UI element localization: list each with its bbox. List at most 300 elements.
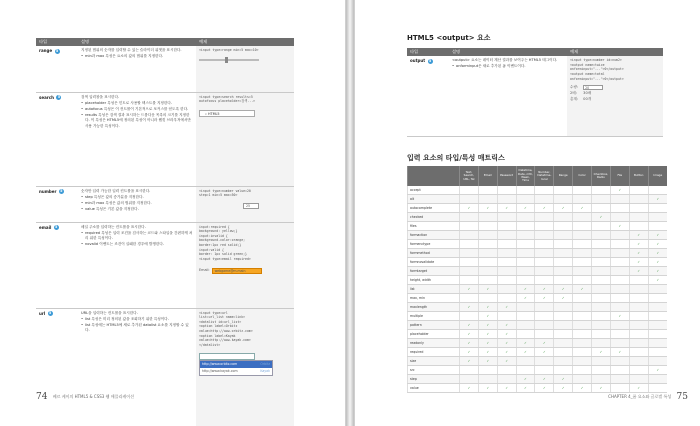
matrix-cell [516,186,535,195]
matrix-cell [573,303,592,312]
table-row [36,308,294,426]
matrix-cell [592,258,611,267]
matrix-column-header: Number, Datetime-local [535,166,554,186]
example-cell: <input type=number id=num2> <output name=twice onforminput="...">0</output> <output name=total onforminput="...">0</output> 수량: 20 2배: 30배 총계: 00개 [567,56,663,136]
matrix-cell [516,195,535,204]
matrix-cell [460,267,479,276]
matrix-row [408,258,668,267]
matrix-column-header: Checkbox, Radio [592,166,611,186]
matrix-cell [497,285,516,294]
matrix-cell [648,330,667,339]
matrix-cell [629,330,648,339]
book-title: 베르 케이의 HTML5 & CSS3 웹 애플리케이션 [52,394,134,399]
check-icon: ✓ [516,339,535,348]
matrix-cell [554,339,573,348]
desc-cell: 메일 주소를 입력하는 컨트롤을 표시한다. • required 특성은 입력 조건을 검사하는 코드와 스타일을 간편하게 처리 위한 특성이다. • novalid 이벤트는 조건이 실패한 경우에 발생한다. [78,222,196,308]
check-icon: ✓ [478,312,497,321]
matrix-cell [610,285,629,294]
matrix-attr-name: formmethod [408,249,460,258]
matrix-cell [516,276,535,285]
matrix-cell [610,339,629,348]
check-icon: ✓ [648,195,667,204]
matrix-attr-name: checked [408,213,460,222]
matrix-attr-name: autocomplete [408,204,460,213]
matrix-cell [648,339,667,348]
input-types-table [36,38,294,426]
matrix-cell [478,222,497,231]
matrix-cell [592,276,611,285]
slider-thumb[interactable] [225,57,228,63]
new-badge-icon: 5 [55,48,59,53]
check-icon: ✓ [648,240,667,249]
matrix-cell [554,276,573,285]
new-badge-icon: 5 [428,58,432,63]
matrix-cell [592,186,611,195]
check-icon: ✓ [497,348,516,357]
url-field[interactable] [199,353,255,360]
header-example: 예제 [196,38,294,46]
matrix-cell [535,195,554,204]
desc-cell: <output> 요소는 데이터 계산 결과를 보여주는 HTML5 태그이다. • onforminput은 새로 추가된 폼 이벤트이다. [449,56,567,136]
matrix-cell [610,303,629,312]
matrix-cell [460,276,479,285]
matrix-row [408,303,668,312]
matrix-cell [573,348,592,357]
matrix-cell [460,312,479,321]
check-icon: ✓ [535,339,554,348]
matrix-cell [592,249,611,258]
check-icon: ✓ [610,222,629,231]
matrix-cell [573,213,592,222]
right-page [354,0,700,426]
matrix-cell [648,321,667,330]
matrix-cell [535,321,554,330]
matrix-cell [554,249,573,258]
matrix-cell [554,267,573,276]
matrix-cell [610,258,629,267]
attr-cell: url 5 [36,308,78,426]
check-icon: ✓ [535,348,554,357]
check-icon: ✓ [648,258,667,267]
matrix-cell [460,375,479,384]
matrix-cell [516,357,535,366]
matrix-column-header: Button [629,166,648,186]
matrix-cell [592,267,611,276]
header-type: 타입 [407,48,449,56]
matrix-cell [610,357,629,366]
matrix-header [408,166,668,186]
check-icon: ✓ [554,204,573,213]
matrix-row [408,348,668,357]
matrix-cell [478,294,497,303]
check-icon: ✓ [629,240,648,249]
matrix-cell [592,330,611,339]
matrix-attr-name: src [408,366,460,375]
matrix-cell [592,285,611,294]
matrix-cell [478,213,497,222]
output-demo: 수량: 20 2배: 30배 총계: 00개 [570,84,660,102]
matrix-row [408,321,668,330]
matrix-cell [592,366,611,375]
matrix-cell [460,231,479,240]
matrix-row [408,195,668,204]
matrix-cell [497,267,516,276]
left-page [0,0,346,426]
check-icon: ✓ [629,258,648,267]
matrix-cell [648,213,667,222]
new-badge-icon: 5 [48,311,52,315]
matrix-cell [629,348,648,357]
matrix-column-header: Password [497,166,516,186]
matrix-attr-name: height, width [408,276,460,285]
matrix-attr-name: pattern [408,321,460,330]
matrix-cell [478,249,497,258]
matrix-cell [497,375,516,384]
matrix-cell [478,267,497,276]
matrix-row [408,294,668,303]
matrix-cell [554,240,573,249]
matrix-cell [535,213,554,222]
matrix-cell [592,294,611,303]
matrix-attr-name: placeholder [408,330,460,339]
matrix-cell [592,303,611,312]
matrix-cell [592,357,611,366]
matrix-attr-name: accept [408,186,460,195]
matrix-cell [516,240,535,249]
check-icon: ✓ [497,330,516,339]
matrix-attr-name: maxlength [408,303,460,312]
email-label: Email: [199,268,210,273]
matrix-cell [573,330,592,339]
table-header [407,48,663,56]
matrix-cell [516,330,535,339]
matrix-attr-name: list [408,285,460,294]
matrix-cell [629,276,648,285]
matrix-row [408,213,668,222]
example-cell: <input type=number value=20 step=1 min=5 max=50> 25 [196,186,294,222]
matrix-row [408,276,668,285]
check-icon: ✓ [497,321,516,330]
table-row [36,92,294,186]
header-desc: 설명 [449,48,567,56]
matrix-cell [592,204,611,213]
matrix-cell [610,267,629,276]
matrix-cell [497,258,516,267]
matrix-cell [478,240,497,249]
matrix-cell [629,321,648,330]
table-header [36,38,294,46]
matrix-cell [573,294,592,303]
matrix-cell [516,249,535,258]
matrix-cell [535,222,554,231]
check-icon: ✓ [516,348,535,357]
matrix-cell [554,312,573,321]
check-icon: ✓ [573,204,592,213]
book-spine [346,0,354,426]
desc-cell: 검색 입력창을 표시한다. • placeholder 특성은 힌트로 사용할 텍스트를 지정한다. • autofocus 특성은 이 컨트롤이 기본적으로 포커스를 얻도록 한다. • results 특성은 검색 결과 표시하는 드롭다운 목록의 크기를 지정한다. 이 특성은 HTML5에 정의된 특성이 아니라 웹킷 브라우저에서만 사용 가능한 특성이다. [78,92,196,186]
check-icon: ✓ [478,330,497,339]
attr-cell: email 5 [36,222,78,308]
url-option[interactable]: http://www.kayak.com Kayak [202,368,270,373]
new-badge-icon: 5 [60,189,63,193]
section-title-matrix: 입력 요소의 타입/특성 매트릭스 [407,154,505,162]
matrix-attr-name: formenctype [408,240,460,249]
check-icon: ✓ [592,348,611,357]
check-icon: ✓ [535,294,554,303]
page-number: 75 [676,392,688,402]
section-title-output: HTML5 <output> 요소 [407,34,491,42]
matrix-cell [629,213,648,222]
attr-cell: search 5 [36,92,78,186]
matrix-cell [629,357,648,366]
check-icon: ✓ [478,204,497,213]
matrix-cell [478,375,497,384]
matrix-cell [535,303,554,312]
matrix-cell [497,222,516,231]
matrix-cell [554,366,573,375]
matrix-cell [648,348,667,357]
matrix-cell [554,258,573,267]
search-field[interactable]: ⌕ HTML5 [199,110,255,117]
matrix-cell [573,195,592,204]
url-option[interactable]: http://www.orbitz.com Orbitz [202,361,270,366]
check-icon: ✓ [478,303,497,312]
matrix-attr-name: formnovalidate [408,258,460,267]
matrix-cell [460,249,479,258]
check-icon: ✓ [516,375,535,384]
matrix-cell [610,240,629,249]
matrix-cell [648,294,667,303]
check-icon: ✓ [592,384,611,393]
check-icon: ✓ [478,339,497,348]
example-cell: input:required { background: yellow;} input:invalid { background-color:orange; border:1px red solid;} input:valid { border: 1px solid green;} <input type=email required> Email: webgame@m.main [196,222,294,308]
check-icon: ✓ [573,384,592,393]
new-badge-icon: 5 [55,225,58,229]
check-icon: ✓ [610,186,629,195]
matrix-cell [610,330,629,339]
matrix-attr-name: required [408,348,460,357]
matrix-cell [592,375,611,384]
email-field[interactable]: webgame@m.main [212,268,262,274]
check-icon: ✓ [610,348,629,357]
matrix-cell [460,195,479,204]
matrix-cell [478,195,497,204]
matrix-cell [535,231,554,240]
matrix-cell [554,195,573,204]
matrix-cell [554,213,573,222]
matrix-cell [535,249,554,258]
matrix-cell [554,330,573,339]
check-icon: ✓ [516,384,535,393]
matrix-attr-name: alt [408,195,460,204]
check-icon: ✓ [629,249,648,258]
url-suggestion-list [199,360,273,376]
matrix-cell [554,321,573,330]
table-row [36,222,294,308]
matrix-cell [460,213,479,222]
check-icon: ✓ [460,321,479,330]
check-icon: ✓ [478,357,497,366]
matrix-cell [573,366,592,375]
desc-cell: URL을 입력하는 컨트롤을 표시한다. • list 특성은 미리 정의된 값을 조회하기 위한 특성이다. • list 특성에는 HTML5에 새로 추가된 datalist 요소를 지정할 수 있다. [78,308,196,426]
matrix-cell [573,375,592,384]
check-icon: ✓ [460,339,479,348]
desc-cell: 숫자만 입력 가능한 입력 컨트롤을 표시한다. • step 특성은 값의 증가분을 지정한다. • min과 max 특성은 값의 범위를 지정한다. • value 특성은 기본 값을 지정한다. [78,186,196,222]
matrix-cell [629,366,648,375]
matrix-cell [535,312,554,321]
matrix-column-header: Color [573,166,592,186]
left-folio [36,392,134,402]
check-icon: ✓ [460,384,479,393]
matrix-cell [573,258,592,267]
matrix-cell [497,312,516,321]
matrix-corner [408,166,460,186]
number-field[interactable]: 25 [243,203,259,209]
check-icon: ✓ [478,348,497,357]
matrix-cell [497,276,516,285]
check-icon: ✓ [554,294,573,303]
matrix-cell [497,231,516,240]
range-slider[interactable] [199,59,259,61]
check-icon: ✓ [460,357,479,366]
matrix-row [408,231,668,240]
attribute-matrix [407,166,667,393]
matrix-cell [516,213,535,222]
check-icon: ✓ [516,204,535,213]
check-icon: ✓ [497,384,516,393]
matrix-column-header: File [610,166,629,186]
matrix-cell [648,285,667,294]
matrix-cell [610,213,629,222]
check-icon: ✓ [497,357,516,366]
matrix-cell [610,375,629,384]
matrix-cell [460,258,479,267]
matrix-cell [610,195,629,204]
matrix-cell [648,186,667,195]
matrix-cell [592,312,611,321]
check-icon: ✓ [460,303,479,312]
matrix-cell [460,240,479,249]
matrix-row [408,186,668,195]
check-icon: ✓ [478,321,497,330]
matrix-cell [629,222,648,231]
quantity-input[interactable]: 20 [583,85,603,90]
matrix-cell [497,186,516,195]
matrix-cell [648,375,667,384]
page-number: 74 [36,392,48,402]
matrix-row [408,285,668,294]
check-icon: ✓ [648,276,667,285]
matrix-attr-name: formaction [408,231,460,240]
check-icon: ✓ [497,204,516,213]
check-icon: ✓ [460,204,479,213]
matrix-cell [573,231,592,240]
matrix-cell [535,258,554,267]
check-icon: ✓ [535,375,554,384]
matrix-column-header: Email [478,166,497,186]
matrix-cell [460,186,479,195]
matrix-cell [535,276,554,285]
check-icon: ✓ [648,231,667,240]
matrix-cell [648,312,667,321]
matrix-cell [516,267,535,276]
header-example: 예제 [567,48,663,56]
matrix-cell [460,294,479,303]
check-icon: ✓ [516,294,535,303]
matrix-attr-name: size [408,357,460,366]
matrix-column-header: Image [648,166,667,186]
example-cell: <input type=range min=5 max=10> [196,46,294,92]
email-example [199,268,291,274]
check-icon: ✓ [535,285,554,294]
matrix-cell [516,303,535,312]
matrix-row [408,375,668,384]
header-desc: 설명 [78,38,196,46]
matrix-cell [610,204,629,213]
matrix-cell [516,321,535,330]
matrix-cell [535,357,554,366]
matrix-cell [460,366,479,375]
matrix-cell [573,249,592,258]
matrix-cell [629,339,648,348]
check-icon: ✓ [648,249,667,258]
matrix-row [408,312,668,321]
matrix-attr-name: formtarget [408,267,460,276]
matrix-cell [535,240,554,249]
table-row [36,186,294,222]
check-icon: ✓ [478,384,497,393]
matrix-cell [516,222,535,231]
header-type: 타입 [36,38,78,46]
matrix-cell [648,204,667,213]
matrix-column-header: Text, Search, URL, Tel [460,166,479,186]
check-icon: ✓ [535,204,554,213]
check-icon: ✓ [573,285,592,294]
new-badge-icon: 5 [57,95,61,99]
matrix-cell [535,330,554,339]
matrix-cell [629,285,648,294]
check-icon: ✓ [554,285,573,294]
matrix-cell [610,366,629,375]
table-row [407,56,663,136]
matrix-cell [629,294,648,303]
attr-cell: range 5 [36,46,78,92]
matrix-column-header: Range [554,166,573,186]
check-icon: ✓ [629,384,648,393]
matrix-cell [629,186,648,195]
matrix-cell [554,303,573,312]
matrix-cell [573,357,592,366]
matrix-row [408,204,668,213]
check-icon: ✓ [592,213,611,222]
matrix-cell [573,186,592,195]
matrix-cell [648,357,667,366]
matrix-cell [573,222,592,231]
matrix-cell [516,366,535,375]
example-cell: <input type=url list=url_list name=link> <datalist id=url_list> <option label=Orbitz value=http://www.orbitz.com> <option label=Kayak value=http://www.kayak.com> </datalist> http://www.orbitz.com Orbitz http://www.kayak.com Kayak [196,308,294,426]
matrix-cell [592,231,611,240]
matrix-row [408,339,668,348]
check-icon: ✓ [460,285,479,294]
matrix-row [408,330,668,339]
matrix-cell [554,357,573,366]
check-icon: ✓ [460,330,479,339]
check-icon: ✓ [554,384,573,393]
total-output: 00개 [583,97,592,102]
matrix-cell [592,222,611,231]
check-icon: ✓ [629,231,648,240]
table-row [36,46,294,92]
